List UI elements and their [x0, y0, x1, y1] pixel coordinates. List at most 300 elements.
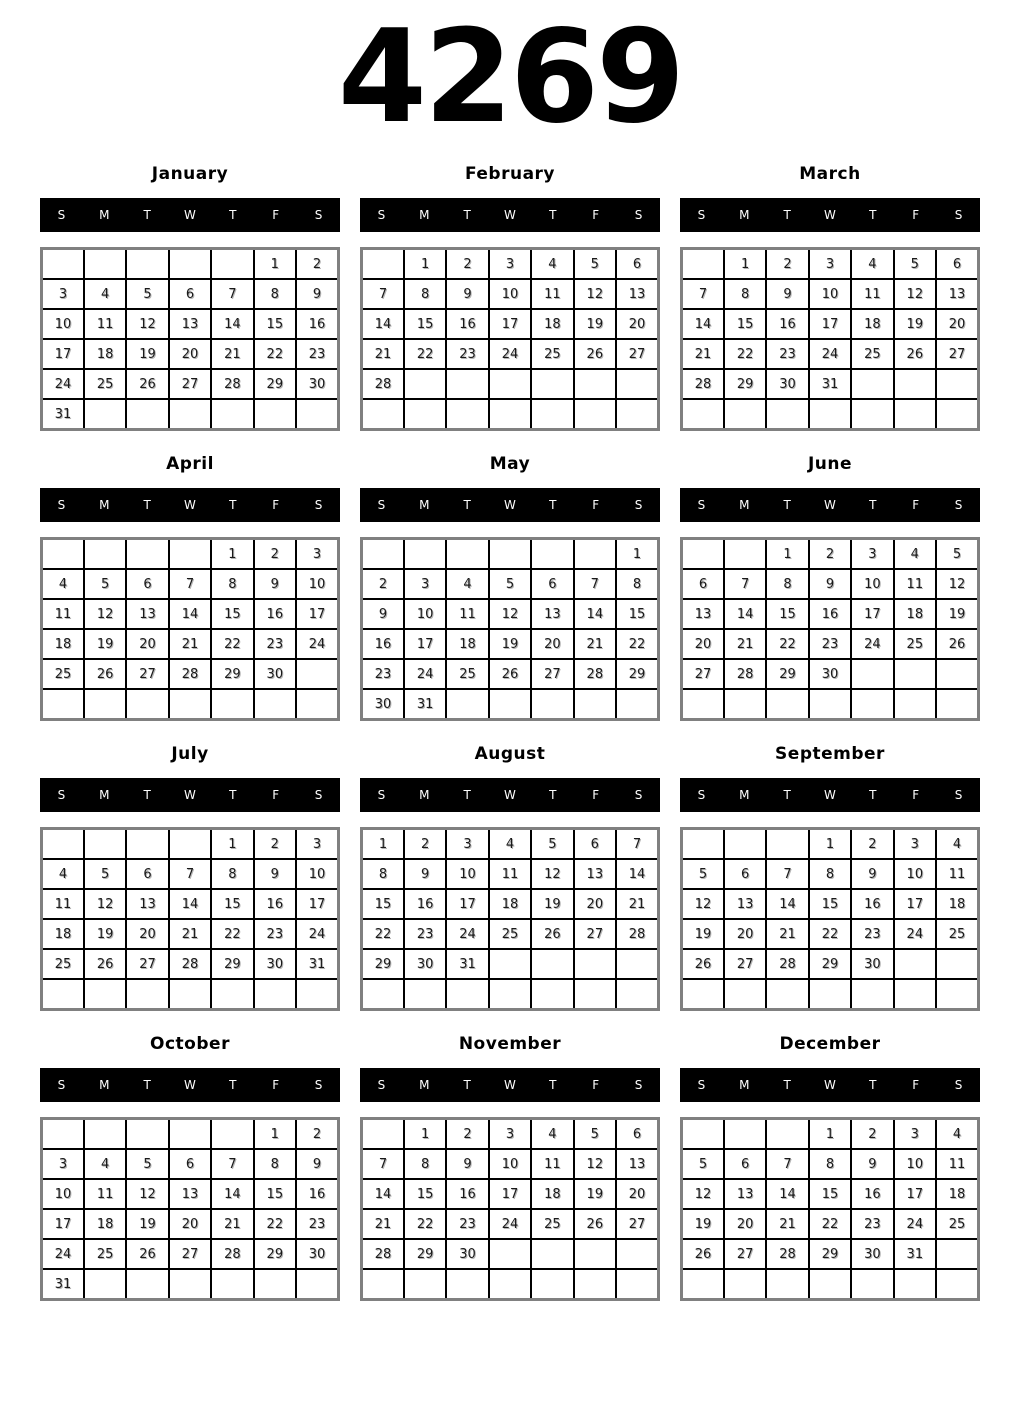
day-cell: 9 — [254, 569, 296, 599]
day-cell: 9 — [362, 599, 404, 629]
day-cell: 24 — [296, 629, 338, 659]
day-cell — [682, 539, 724, 570]
month-block-may — [360, 440, 660, 721]
day-cell: 7 — [169, 569, 211, 599]
day-cell: 30 — [296, 369, 338, 399]
weekday-label: M — [419, 498, 430, 512]
day-cell — [404, 1269, 446, 1300]
weekday-label: M — [739, 788, 750, 802]
day-cell: 3 — [489, 1119, 531, 1150]
day-cell — [936, 979, 978, 1010]
weekday-label: F — [592, 788, 600, 802]
day-cell: 22 — [254, 1209, 296, 1239]
month-title: September — [775, 744, 885, 764]
day-cell: 16 — [404, 889, 446, 919]
week-row — [42, 1239, 339, 1269]
day-cell: 4 — [84, 1149, 126, 1179]
day-cell: 21 — [169, 629, 211, 659]
week-row — [682, 1269, 979, 1300]
week-row — [42, 1209, 339, 1239]
week-row — [362, 1119, 659, 1150]
weekday-label: S — [57, 498, 66, 512]
week-row — [42, 829, 339, 860]
day-cell: 22 — [616, 629, 658, 659]
day-cell: 16 — [446, 309, 488, 339]
day-cell — [42, 249, 84, 280]
day-cell — [936, 949, 978, 979]
day-cell — [851, 1269, 893, 1300]
day-cell: 19 — [531, 889, 573, 919]
month-block-june — [680, 440, 980, 721]
day-cell — [724, 539, 766, 570]
day-cell: 4 — [42, 859, 84, 889]
day-cell — [894, 979, 936, 1010]
day-cell: 7 — [724, 569, 766, 599]
week-row — [362, 689, 659, 720]
weekday-label: M — [99, 788, 110, 802]
day-cell: 12 — [126, 309, 168, 339]
day-cell: 8 — [616, 569, 658, 599]
day-cell — [766, 1119, 808, 1150]
weekday-label: W — [824, 788, 836, 802]
weekday-label: S — [314, 208, 323, 222]
day-cell: 27 — [936, 339, 978, 369]
day-cell — [84, 1119, 126, 1150]
month-title: December — [779, 1034, 881, 1054]
week-row — [682, 339, 979, 369]
week-row — [682, 1239, 979, 1269]
day-cell: 4 — [851, 249, 893, 280]
day-cell: 10 — [851, 569, 893, 599]
weekday-label: S — [697, 498, 706, 512]
day-cell: 3 — [851, 539, 893, 570]
weekday-label: W — [504, 498, 516, 512]
day-cell: 2 — [254, 539, 296, 570]
day-cell: 19 — [84, 919, 126, 949]
week-row — [362, 279, 659, 309]
day-cell: 10 — [894, 1149, 936, 1179]
week-row — [682, 1119, 979, 1150]
day-cell — [936, 659, 978, 689]
weekday-label: W — [504, 788, 516, 802]
weekday-label: F — [272, 788, 280, 802]
day-cell: 30 — [446, 1239, 488, 1269]
day-cell — [404, 979, 446, 1010]
day-cell — [531, 369, 573, 399]
day-cell: 17 — [446, 889, 488, 919]
day-cell: 19 — [894, 309, 936, 339]
week-row — [42, 1119, 339, 1150]
day-cell — [894, 369, 936, 399]
day-cell — [84, 829, 126, 860]
day-cell: 22 — [724, 339, 766, 369]
day-cell: 20 — [616, 309, 658, 339]
week-row — [682, 279, 979, 309]
month-block-january — [40, 150, 340, 431]
day-cell: 2 — [446, 1119, 488, 1150]
day-cell — [616, 979, 658, 1010]
day-cell — [446, 399, 488, 430]
day-cell — [724, 399, 766, 430]
day-cell: 24 — [404, 659, 446, 689]
day-cell: 22 — [254, 339, 296, 369]
date-grid — [40, 537, 340, 721]
weekday-label: W — [184, 1078, 196, 1092]
day-cell: 16 — [809, 599, 851, 629]
day-cell: 22 — [809, 919, 851, 949]
day-cell: 26 — [682, 1239, 724, 1269]
day-cell — [404, 399, 446, 430]
day-cell: 14 — [574, 599, 616, 629]
day-cell: 5 — [574, 1119, 616, 1150]
day-cell: 25 — [84, 369, 126, 399]
day-cell: 21 — [211, 1209, 253, 1239]
week-row — [682, 629, 979, 659]
day-cell: 6 — [682, 569, 724, 599]
day-cell: 5 — [84, 859, 126, 889]
day-cell: 21 — [766, 1209, 808, 1239]
day-cell: 9 — [404, 859, 446, 889]
weekday-label: W — [184, 208, 196, 222]
day-cell: 9 — [254, 859, 296, 889]
day-cell — [489, 979, 531, 1010]
weekday-label: T — [783, 788, 791, 802]
day-cell: 18 — [42, 629, 84, 659]
day-cell: 22 — [766, 629, 808, 659]
day-cell: 9 — [851, 859, 893, 889]
weekday-label: S — [314, 788, 323, 802]
month-block-august — [360, 730, 660, 1011]
day-cell: 18 — [936, 889, 978, 919]
day-cell: 19 — [126, 339, 168, 369]
day-cell — [682, 399, 724, 430]
day-cell — [489, 1239, 531, 1269]
day-cell: 8 — [254, 279, 296, 309]
day-cell: 25 — [531, 1209, 573, 1239]
day-cell: 20 — [724, 919, 766, 949]
day-cell: 14 — [362, 1179, 404, 1209]
day-cell: 27 — [724, 949, 766, 979]
weekday-header-row — [680, 1068, 980, 1102]
weekday-label: M — [419, 1078, 430, 1092]
day-cell — [169, 399, 211, 430]
week-row — [682, 1209, 979, 1239]
day-cell: 12 — [126, 1179, 168, 1209]
day-cell: 11 — [42, 889, 84, 919]
day-cell — [254, 1269, 296, 1300]
day-cell — [616, 369, 658, 399]
day-cell — [894, 659, 936, 689]
day-cell: 12 — [531, 859, 573, 889]
week-row — [682, 369, 979, 399]
day-cell: 27 — [574, 919, 616, 949]
day-cell: 11 — [84, 309, 126, 339]
day-cell — [362, 399, 404, 430]
month-title: November — [458, 1034, 562, 1054]
day-cell: 13 — [126, 599, 168, 629]
day-cell — [296, 659, 338, 689]
day-cell: 2 — [809, 539, 851, 570]
day-cell: 31 — [42, 399, 84, 430]
day-cell — [446, 539, 488, 570]
day-cell: 7 — [362, 1149, 404, 1179]
day-cell: 23 — [296, 1209, 338, 1239]
day-cell — [894, 399, 936, 430]
day-cell: 23 — [446, 339, 488, 369]
day-cell — [574, 1239, 616, 1269]
week-row — [42, 539, 339, 570]
day-cell: 29 — [362, 949, 404, 979]
day-cell: 4 — [936, 1119, 978, 1150]
day-cell — [169, 539, 211, 570]
day-cell: 3 — [489, 249, 531, 280]
week-row — [682, 949, 979, 979]
day-cell — [936, 1269, 978, 1300]
day-cell: 18 — [42, 919, 84, 949]
day-cell — [126, 1119, 168, 1150]
week-row — [362, 859, 659, 889]
weekday-header-row — [360, 198, 660, 232]
day-cell — [682, 979, 724, 1010]
week-row — [682, 309, 979, 339]
day-cell: 23 — [766, 339, 808, 369]
day-cell: 13 — [126, 889, 168, 919]
day-cell — [296, 399, 338, 430]
day-cell — [936, 689, 978, 720]
day-cell: 11 — [489, 859, 531, 889]
day-cell: 23 — [254, 629, 296, 659]
week-row — [42, 1269, 339, 1300]
day-cell: 24 — [446, 919, 488, 949]
day-cell: 29 — [254, 369, 296, 399]
week-row — [682, 539, 979, 570]
weekday-label: S — [57, 208, 66, 222]
day-cell: 15 — [254, 1179, 296, 1209]
week-row — [682, 919, 979, 949]
week-row — [682, 829, 979, 860]
day-cell: 25 — [42, 659, 84, 689]
day-cell: 18 — [84, 1209, 126, 1239]
weekday-label: M — [739, 208, 750, 222]
day-cell: 10 — [42, 309, 84, 339]
day-cell — [766, 399, 808, 430]
day-cell: 9 — [296, 1149, 338, 1179]
day-cell: 12 — [574, 1149, 616, 1179]
week-row — [362, 1269, 659, 1300]
day-cell: 24 — [894, 919, 936, 949]
day-cell: 7 — [211, 279, 253, 309]
day-cell — [851, 659, 893, 689]
day-cell — [254, 399, 296, 430]
day-cell: 13 — [169, 309, 211, 339]
week-row — [42, 249, 339, 280]
day-cell: 6 — [169, 1149, 211, 1179]
weekday-label: T — [143, 1078, 151, 1092]
day-cell: 9 — [446, 279, 488, 309]
weekday-label: F — [592, 1078, 600, 1092]
day-cell: 13 — [616, 1149, 658, 1179]
weekday-header-row — [360, 778, 660, 812]
week-row — [682, 1179, 979, 1209]
day-cell — [446, 369, 488, 399]
day-cell: 24 — [894, 1209, 936, 1239]
month-block-october — [40, 1020, 340, 1301]
day-cell: 26 — [574, 339, 616, 369]
day-cell — [574, 539, 616, 570]
day-cell: 19 — [936, 599, 978, 629]
day-cell — [362, 1119, 404, 1150]
day-cell — [169, 1119, 211, 1150]
weekday-label: M — [99, 498, 110, 512]
date-grid — [40, 827, 340, 1011]
day-cell: 5 — [126, 1149, 168, 1179]
day-cell: 17 — [296, 599, 338, 629]
day-cell: 21 — [169, 919, 211, 949]
day-cell: 24 — [851, 629, 893, 659]
week-row — [682, 659, 979, 689]
weekday-label: S — [954, 208, 963, 222]
day-cell: 16 — [766, 309, 808, 339]
day-cell: 31 — [894, 1239, 936, 1269]
weekday-label: T — [549, 788, 557, 802]
week-row — [362, 1149, 659, 1179]
weekday-header-row — [680, 488, 980, 522]
day-cell: 24 — [42, 1239, 84, 1269]
week-row — [682, 599, 979, 629]
day-cell: 18 — [489, 889, 531, 919]
day-cell — [894, 1269, 936, 1300]
day-cell — [169, 689, 211, 720]
day-cell: 1 — [211, 829, 253, 860]
day-cell: 9 — [851, 1149, 893, 1179]
day-cell: 1 — [404, 1119, 446, 1150]
day-cell: 20 — [531, 629, 573, 659]
weekday-label: W — [184, 788, 196, 802]
day-cell: 30 — [296, 1239, 338, 1269]
day-cell: 1 — [404, 249, 446, 280]
day-cell: 19 — [682, 1209, 724, 1239]
week-row — [42, 889, 339, 919]
day-cell: 26 — [84, 949, 126, 979]
day-cell: 29 — [211, 949, 253, 979]
weekday-label: T — [463, 788, 471, 802]
weekday-label: M — [99, 208, 110, 222]
day-cell — [489, 539, 531, 570]
month-block-september — [680, 730, 980, 1011]
day-cell: 31 — [296, 949, 338, 979]
day-cell: 15 — [809, 889, 851, 919]
day-cell — [574, 689, 616, 720]
weekday-label: T — [463, 498, 471, 512]
weekday-label: S — [634, 788, 643, 802]
day-cell — [126, 1269, 168, 1300]
week-row — [42, 1179, 339, 1209]
week-row — [42, 1149, 339, 1179]
week-row — [682, 1149, 979, 1179]
weekday-label: T — [783, 498, 791, 512]
weekday-label: F — [912, 1078, 920, 1092]
day-cell: 31 — [446, 949, 488, 979]
day-cell: 14 — [766, 1179, 808, 1209]
day-cell: 29 — [616, 659, 658, 689]
week-row — [362, 1209, 659, 1239]
day-cell — [766, 829, 808, 860]
week-row — [362, 539, 659, 570]
day-cell: 2 — [254, 829, 296, 860]
day-cell: 25 — [936, 1209, 978, 1239]
day-cell — [211, 249, 253, 280]
day-cell: 24 — [809, 339, 851, 369]
day-cell — [254, 689, 296, 720]
weekday-label: S — [314, 498, 323, 512]
day-cell: 29 — [211, 659, 253, 689]
day-cell: 15 — [724, 309, 766, 339]
weekday-label: S — [697, 788, 706, 802]
day-cell: 6 — [169, 279, 211, 309]
day-cell — [211, 979, 253, 1010]
weekday-label: S — [634, 498, 643, 512]
weekday-label: M — [419, 208, 430, 222]
day-cell: 25 — [42, 949, 84, 979]
weekday-header-row — [40, 488, 340, 522]
day-cell: 17 — [404, 629, 446, 659]
day-cell: 22 — [211, 629, 253, 659]
day-cell: 27 — [169, 369, 211, 399]
weekday-label: T — [229, 208, 237, 222]
day-cell — [851, 689, 893, 720]
week-row — [362, 249, 659, 280]
day-cell: 20 — [126, 629, 168, 659]
day-cell: 6 — [616, 1119, 658, 1150]
weekday-label: T — [783, 1078, 791, 1092]
day-cell: 15 — [404, 309, 446, 339]
day-cell — [531, 689, 573, 720]
day-cell: 16 — [254, 599, 296, 629]
day-cell — [254, 979, 296, 1010]
week-row — [42, 919, 339, 949]
day-cell: 7 — [574, 569, 616, 599]
day-cell — [84, 399, 126, 430]
weekday-label: M — [419, 788, 430, 802]
day-cell: 17 — [489, 1179, 531, 1209]
day-cell: 26 — [531, 919, 573, 949]
day-cell: 28 — [211, 369, 253, 399]
month-title: July — [171, 744, 209, 764]
date-grid — [40, 247, 340, 431]
day-cell: 23 — [254, 919, 296, 949]
week-row — [362, 829, 659, 860]
day-cell: 5 — [84, 569, 126, 599]
day-cell: 4 — [84, 279, 126, 309]
day-cell: 27 — [682, 659, 724, 689]
weekday-label: W — [504, 1078, 516, 1092]
day-cell — [211, 689, 253, 720]
day-cell: 28 — [574, 659, 616, 689]
day-cell — [851, 399, 893, 430]
day-cell: 11 — [84, 1179, 126, 1209]
day-cell: 29 — [809, 1239, 851, 1269]
day-cell — [766, 979, 808, 1010]
week-row — [42, 599, 339, 629]
month-title: October — [150, 1034, 230, 1054]
day-cell: 17 — [894, 1179, 936, 1209]
day-cell: 31 — [42, 1269, 84, 1300]
weekday-label: T — [229, 1078, 237, 1092]
day-cell — [724, 1269, 766, 1300]
month-block-march — [680, 150, 980, 431]
day-cell: 16 — [296, 1179, 338, 1209]
day-cell: 1 — [724, 249, 766, 280]
